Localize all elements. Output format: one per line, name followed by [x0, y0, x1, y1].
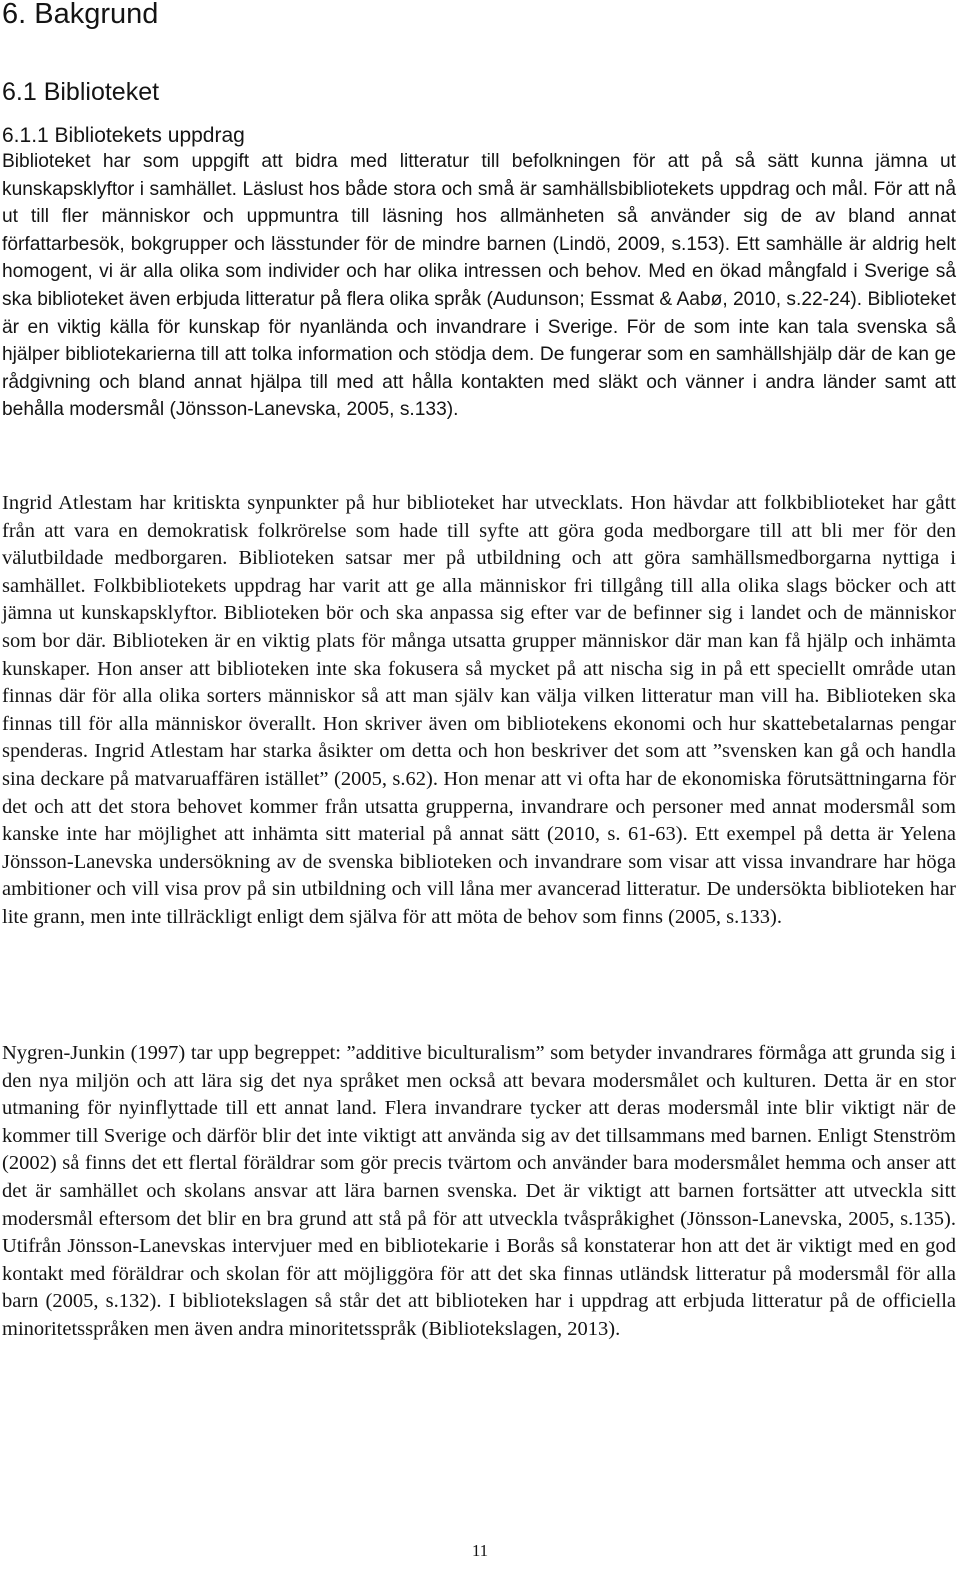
chapter-heading: 6. Bakgrund	[2, 0, 159, 30]
paragraph-additive-biculturalism: Nygren-Junkin (1997) tar upp begreppet: ”additive biculturalism” som betyder invandrares förmåga att grunda sig i den nya miljön och att lära sig det nya språket men också att bevara modersmålet och kulturen. Detta är en stor utmaning för nyinflyttade till ett annat land. Flera invandrare tycker att deras modersmål inte blir viktigt när de kommer till Sverige och därför blir det inte viktigt att använda sig av det tillsammans med barnen. Enligt Stenström (2002) så finns det ett flertal föräldrar som gör precis tvärtom och använder bara modersmålet hemma och anser att det är samhället och skolans ansvar att lära barnen svenska. Det är viktigt att barnen fortsätter att utveckla sitt modersmål eftersom det blir en bra grund att stå på för att utveckla tvåspråkighet (Jönsson-Lanevska, 2005, s.135). Utifrån Jönsson-Lanevskas intervjuer med en bibliotekarie i Borås så konstaterar hon att det är viktigt med en god kontakt med föräldrar och skolan för att möjliggöra för att det ska finnas utländsk litteratur på modersmål för alla barn (2005, s.132). I bibliotekslagen så står det att biblioteken har i uppdrag att erbjuda litteratur på de officiella minoritetsspråken men även andra minoritetsspråk (Bibliotekslagen, 2013).	[2, 1042, 956, 1340]
page-number: 11	[471, 1541, 489, 1560]
subsection-heading: 6.1.1 Bibliotekets uppdrag	[2, 124, 245, 147]
paragraph-atlestam-critique: Ingrid Atlestam har kritiskta synpunkter på hur biblioteket har utvecklats. Hon hävdar att folkbiblioteket har gått från att vara en demokratisk folkrörelse som hade till syfte att göra goda medborgare till att bli mer för den välutbildade medborgaren. Biblioteken satsar mer på utbildning och att göra samhällsmedborgarna nyttiga i samhället. Folkbibliotekets uppdrag har varit att ge alla människor fri tillgång till alla olika slags böcker och att jämna ut kunskapsklyftor. Biblioteken bör och ska anpassa sig efter var de befinner sig i landet och de människor som bor där. Biblioteken är en viktig plats för många utsatta grupper människor där man kan få hjälp och inhämta kunskaper. Hon anser att biblioteken inte ska fokusera så mycket på att nischa sig in på ett speciellt område utan finnas där för alla olika sorters människor så att man själv kan välja vilken litteratur man vill ha. Biblioteken ska finnas till för alla människor överallt. Hon skriver även om bibliotekens ekonomi och hur skattebetalarnas pengar spenderas. Ingrid Atlestam har starka åsikter om detta och hon beskriver det som att ”svensken kan gå och handla sina deckare på matvaruaffären istället” (2005, s.62). Hon menar att vi ofta har de ekonomiska förutsättningarna för det och att det stora behovet kommer från utsatta grupperna, invandrare och personer med annat modersmål som kanske inte har möjlighet att inhämta sitt material på annat sätt (2010, s. 61-63). Ett exempel på detta är Yelena Jönsson-Lanevska undersökning av de svenska biblioteken och invandrare som visar att vissa invandrare har höga ambitioner och vill visa prov på sin utbildning och vill låna mer avancerad litteratur. De undersökta biblioteken har lite grann, men inte tillräckligt enligt dem själva för att möta de behov som finns (2005, s.133).	[2, 492, 956, 928]
section-heading: 6.1 Biblioteket	[2, 78, 160, 106]
paragraph-bibliotekets-uppdrag: Biblioteket har som uppgift att bidra med litteratur till befolkningen för att på så sätt kunna jämna ut kunskapsklyftor i samhället. Läslust hos både stora och små är samhällsbibliotekets uppdrag och mål. För att nå ut till fler människor och uppmuntra till läsning hos allmänheten så använder sig de av bland annat författarbesök, bokgrupper och lässtunder för de mindre barnen (Lindö, 2009, s.153). Ett samhälle är aldrig helt homogent, vi är alla olika som individer och har olika intressen och behov. Med en ökad mångfald i Sverige så ska biblioteket även erbjuda litteratur på flera olika språk (Audunson; Essmat & Aabø, 2010, s.22-24). Biblioteket är en viktig källa för kunskap för nyanlända och invandrare i Sverige. För de som inte kan tala svenska så hjälper bibliotekarierna till att tolka information och stödja dem. De fungerar som en samhällshjälp där de kan ge rådgivning och bland annat hjälpa till med att hålla kontakten med släkt och vänner i andra länder samt att behålla modersmål (Jönsson-Lanevska, 2005, s.133).	[2, 151, 956, 421]
